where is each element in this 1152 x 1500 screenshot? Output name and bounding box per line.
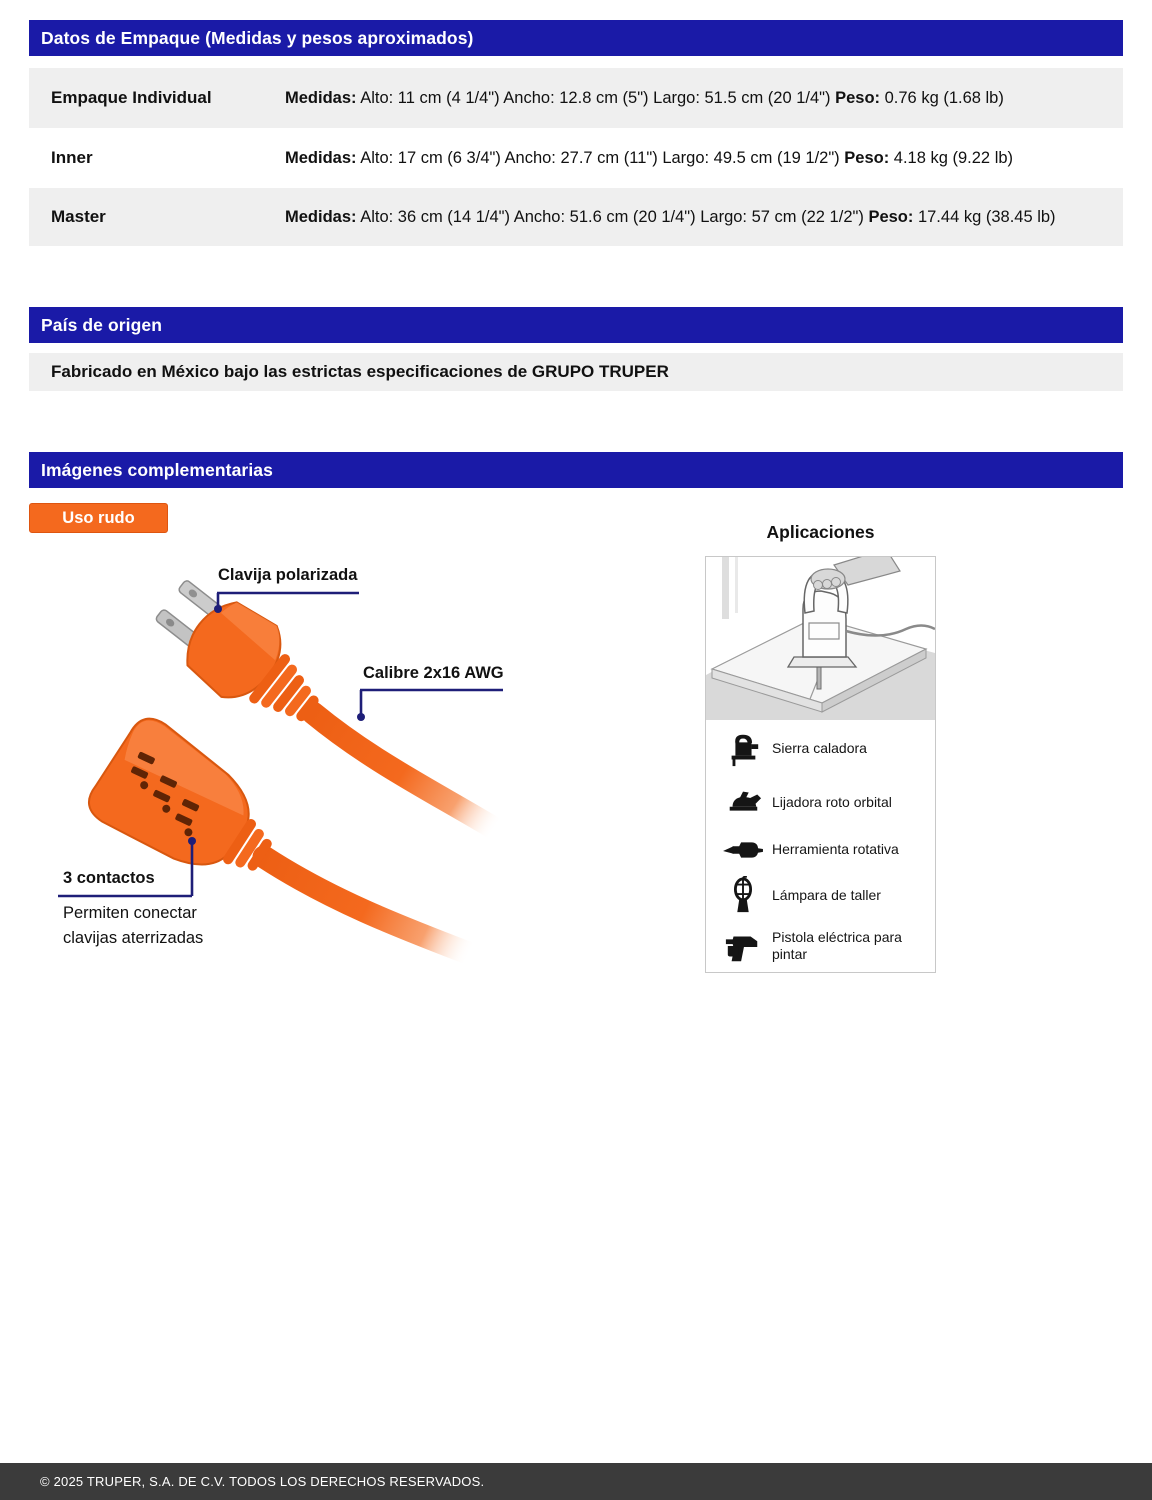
application-item <box>714 874 928 918</box>
applications-panel <box>705 556 936 973</box>
origin-text: Fabricado en México bajo las estrictas especificaciones de GRUPO TRUPER <box>51 362 669 381</box>
table-row <box>29 188 1123 246</box>
medidas-label: Medidas: <box>285 148 357 167</box>
peso-value: 0.76 kg (1.68 lb) <box>880 88 1004 107</box>
medidas-label: Medidas: <box>285 88 357 107</box>
orbital-sander-icon <box>714 784 772 822</box>
application-item <box>714 922 928 970</box>
table-row <box>29 130 1123 186</box>
callout-contacts-desc-line1: Permiten conectar <box>63 904 197 922</box>
jigsaw-application-illustration <box>706 557 935 720</box>
medidas-value: Alto: 11 cm (4 1/4") Ancho: 12.8 cm (5") Largo: 51.5 cm (20 1/4") <box>356 88 836 107</box>
peso-label: Peso: <box>835 88 881 107</box>
heavy-duty-badge: Uso rudo <box>29 503 168 533</box>
packaging-section-header <box>29 20 1123 56</box>
complementary-section-title: Imágenes complementarias <box>41 459 273 480</box>
packaging-section-title: Datos de Empaque (Medidas y pesos aproximados) <box>41 27 474 48</box>
callout-contacts-title: 3 contactos <box>63 869 155 887</box>
origin-section-title: País de origen <box>41 314 163 335</box>
origin-text-row <box>29 353 1123 391</box>
copyright-footer <box>0 1463 1152 1500</box>
application-label: Lámpara de taller <box>772 887 881 904</box>
copyright-text: © 2025 TRUPER, S.A. DE C.V. TODOS LOS DERECHOS RESERVADOS. <box>40 1474 485 1489</box>
medidas-label: Medidas: <box>285 207 357 226</box>
row-value <box>285 86 1123 111</box>
application-item <box>714 727 928 771</box>
cord-segment <box>264 857 468 953</box>
table-row <box>29 68 1123 128</box>
paint-spray-gun-icon <box>714 927 772 965</box>
peso-label: Peso: <box>868 207 914 226</box>
row-value <box>285 146 1123 171</box>
medidas-value: Alto: 17 cm (6 3/4") Ancho: 27.7 cm (11") Largo: 49.5 cm (19 1/2") <box>356 148 845 167</box>
work-lamp-icon <box>714 876 772 916</box>
application-label: Pistola eléctrica para pintar <box>772 928 902 962</box>
origin-section-header <box>29 307 1123 343</box>
peso-value: 4.18 kg (9.22 lb) <box>889 148 1014 167</box>
row-label: Inner <box>51 148 93 167</box>
extension-cord-illustration <box>30 555 670 975</box>
jigsaw-scene <box>706 557 935 720</box>
application-label: Sierra caladora <box>772 740 867 757</box>
row-label: Master <box>51 207 106 226</box>
callout-contacts-desc-line2: clavijas aterrizadas <box>63 929 204 947</box>
application-label: Lijadora roto orbital <box>772 794 892 811</box>
callout-plug-label: Clavija polarizada <box>218 566 358 584</box>
peso-label: Peso: <box>844 148 890 167</box>
application-item <box>714 781 928 825</box>
callout-gauge-label: Calibre 2x16 AWG <box>363 664 504 682</box>
application-item <box>714 828 928 872</box>
complementary-section-header <box>29 452 1123 488</box>
row-value <box>285 205 1123 230</box>
row-label: Empaque Individual <box>51 88 212 107</box>
jigsaw-icon <box>714 730 772 768</box>
rotary-tool-icon <box>714 831 772 869</box>
peso-value: 17.44 kg (38.45 lb) <box>913 207 1056 226</box>
applications-title: Aplicaciones <box>766 522 875 542</box>
medidas-value: Alto: 36 cm (14 1/4") Ancho: 51.6 cm (20 1/4") Largo: 57 cm (22 1/2") <box>356 207 869 226</box>
application-label: Herramienta rotativa <box>772 841 899 858</box>
cord-segment <box>313 713 492 827</box>
